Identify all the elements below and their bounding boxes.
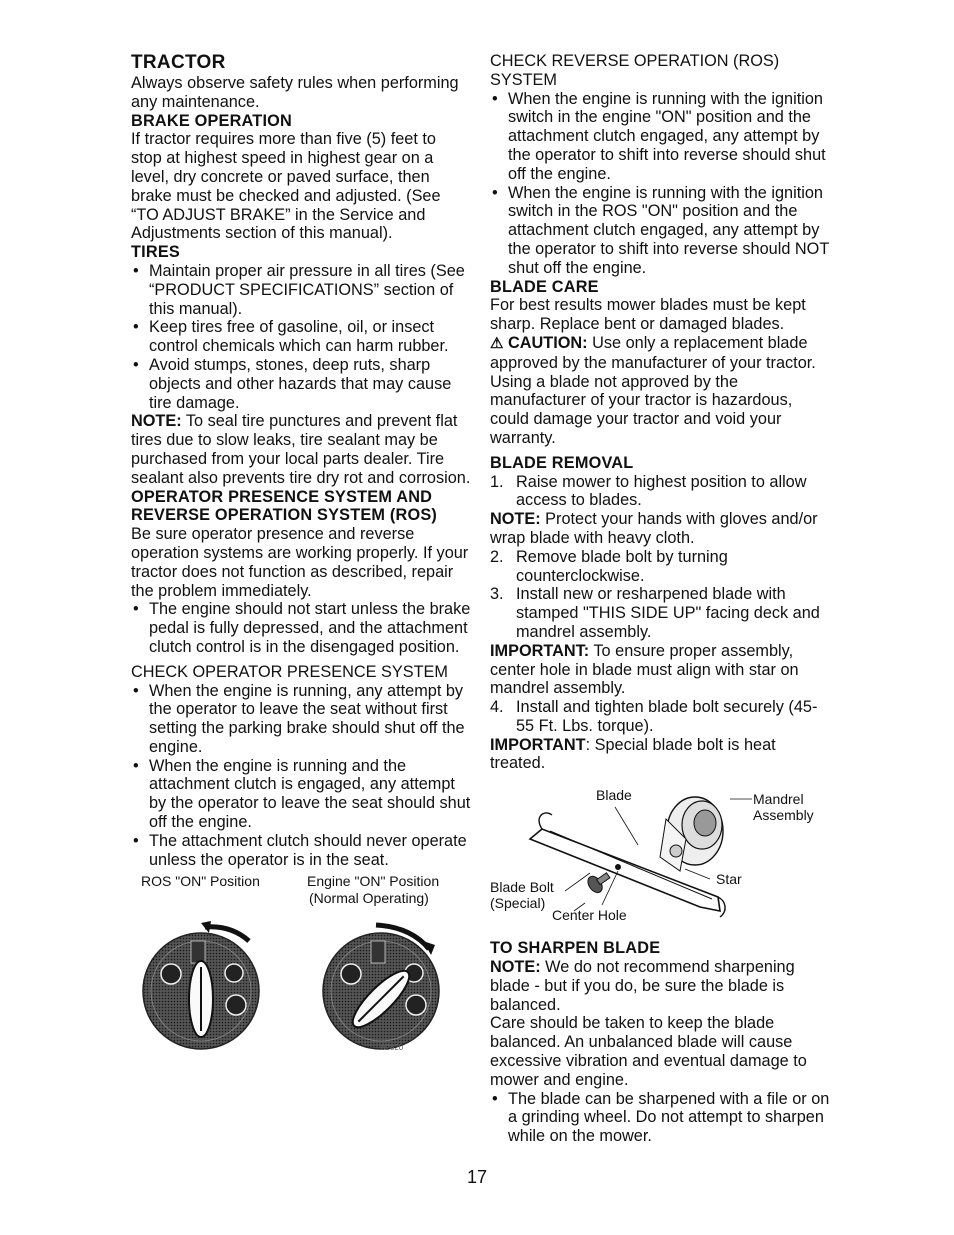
note-text: To seal tire punctures and prevent flat tires due to slow leaks, tire sealant may be purchased from your local parts dealer. Tire sealant also prevents tire dry rot and corrosion. — [131, 412, 471, 487]
important-text: To ensure proper assembly, center hole in blade must align with star on mandrel assembly. — [490, 641, 799, 698]
left-column — [131, 52, 471, 1051]
tires-heading: TIRES — [131, 243, 180, 262]
tractor-heading: TRACTOR — [131, 52, 226, 73]
note-label: NOTE: — [131, 412, 182, 431]
blade-care-heading: BLADE CARE — [490, 277, 599, 296]
removal-steps-b — [490, 548, 835, 642]
label-center-hole: Center Hole — [552, 907, 627, 924]
list-item: 2. Remove blade bolt by turning counterclockwise. — [490, 547, 728, 585]
list-item: • When the engine is running with the ignition switch in the ROS "ON" position and the attachment clutch engaged, any attempt by the operator to shift into reverse should NOT shut off the engine. — [490, 184, 835, 278]
tractor-text: Always observe safety rules when performing any maintenance. — [131, 74, 459, 111]
tires-note — [131, 412, 471, 487]
check-ros-list — [490, 90, 835, 278]
caution-label: CAUTION: — [507, 333, 588, 352]
sharpen-heading: TO SHARPEN BLADE — [490, 939, 661, 958]
dial-captions — [131, 873, 471, 907]
list-item: • When the engine is running, any attempt by the operator to leave the seat without first setting the parking brake should shut off the engine. — [131, 682, 471, 757]
list-item: 3. Install new or resharpened blade with stamped "THIS SIDE UP" facing deck and mandrel assembly. — [490, 585, 820, 641]
sharpen-list — [490, 1090, 835, 1146]
label-mandrel-line1: Mandrel — [753, 791, 804, 808]
label-blade-bolt — [490, 879, 554, 911]
blade-assembly-figure — [490, 779, 835, 929]
note-text: We do not recommend sharpening blade - but if you do, be sure the blade is balanced. — [490, 958, 795, 1014]
check-ops-list — [131, 682, 471, 870]
list-item: • The attachment clutch should never operate unless the operator is in the seat. — [131, 832, 471, 870]
list-item: • When the engine is running and the attachment clutch is engaged, any attempt by the operator to leave the seat should shut off the engine. — [131, 757, 471, 832]
page-number: 17 — [466, 1167, 488, 1187]
engine-caption — [307, 873, 467, 907]
note-label: NOTE: — [490, 510, 541, 529]
ops-list — [131, 600, 471, 656]
brake-heading: BRAKE OPERATION — [131, 111, 292, 130]
check-ops-heading: CHECK OPERATOR PRESENCE SYSTEM — [131, 662, 448, 681]
step-text: Install new or resharpened blade with stamped "THIS SIDE UP" facing deck and mandrel assembly. — [516, 585, 820, 641]
label-bolt-line2: (Special) — [490, 895, 546, 912]
important-label: IMPORTANT — [490, 735, 586, 754]
blade-removal-heading: BLADE REMOVAL — [490, 453, 634, 472]
list-item: 4. Install and tighten blade bolt securely (45-55 Ft. Lbs. torque). — [490, 698, 818, 735]
label-bolt-line1: Blade Bolt — [490, 879, 554, 896]
caution-paragraph — [490, 334, 835, 448]
ros-dial — [143, 921, 259, 1049]
list-item: • Avoid stumps, stones, deep ruts, sharp objects and other hazards that may cause tire damage. — [131, 356, 471, 412]
ops-text: Be sure operator presence and reverse operation systems are working properly. If your tractor does not function as described, repair the problem immediately. — [131, 525, 469, 600]
brake-text: If tractor requires more than five (5) feet to stop at highest speed in highest gear on a level, dry concrete or paved surface, then brake must be checked and adjusted. (See “TO ADJUST BRAKE” in the Service and Adjustments section of this manual). — [131, 130, 441, 243]
list-item: • Maintain proper air pressure in all tires (See “PRODUCT SPECIFICATIONS” section of this manual). — [131, 262, 471, 318]
important-note-2 — [490, 736, 835, 774]
engine-caption-line2: (Normal Operating) — [309, 890, 429, 907]
note-label: NOTE: — [490, 958, 541, 977]
removal-steps-a — [490, 473, 835, 511]
list-item: 1. Raise mower to highest position to allow access to blades. — [490, 472, 807, 510]
warning-icon: ⚠ — [490, 334, 504, 352]
ops-heading: OPERATOR PRESENCE SYSTEM AND REVERSE OPERATION SYSTEM (ROS) — [131, 487, 438, 525]
blade-care-text: For best results mower blades must be kept sharp. Replace bent or damaged blades. — [490, 296, 806, 334]
important-label: IMPORTANT: — [490, 641, 590, 660]
sharpen-note — [490, 958, 835, 1014]
label-star: Star — [716, 871, 742, 888]
step-text: Remove blade bolt by turning counterclockwise. — [516, 547, 728, 585]
removal-note — [490, 510, 835, 548]
engine-caption-line1: Engine "ON" Position — [307, 873, 440, 890]
label-mandrel-line2: Assembly — [753, 807, 814, 824]
check-ros-heading: CHECK REVERSE OPERATION (ROS) SYSTEM — [490, 52, 780, 89]
note-text: Protect your hands with gloves and/or wrap blade with heavy cloth. — [490, 510, 818, 547]
ignition-dials-figure — [131, 919, 471, 1051]
list-item: • The engine should not start unless the brake pedal is fully depressed, and the attachment clutch control is in the disengaged position. — [131, 600, 471, 656]
label-blade: Blade — [596, 787, 632, 804]
ignition-dials-svg — [131, 919, 471, 1051]
sharpen-text: Care should be taken to keep the blade balanced. An unbalanced blade will cause excessive vibration and eventual damage to mower and engine. — [490, 1014, 807, 1089]
important-note-1 — [490, 642, 835, 698]
label-mandrel-assembly — [753, 791, 814, 823]
caution-text: Use only a replacement blade approved by the manufacturer of your tractor. Using a blade not approved by the manufacturer of your tractor is hazardous, could damage your tractor and void your warranty. — [490, 333, 816, 447]
list-item: • The blade can be sharpened with a file or on a grinding wheel. Do not attempt to sharpen while on the mower. — [490, 1090, 835, 1146]
tires-list — [131, 262, 471, 412]
removal-steps-c — [490, 698, 835, 736]
list-item: • When the engine is running with the ignition switch in the engine "ON" position and the attachment clutch engaged, any attempt by the operator to shift into reverse should shut off the engine. — [490, 90, 835, 184]
figure-code: 02820 — [381, 1043, 404, 1052]
step-text: Raise mower to highest position to allow access to blades. — [516, 472, 807, 510]
right-column — [490, 52, 835, 1146]
engine-dial — [323, 925, 439, 1052]
list-item: • Keep tires free of gasoline, oil, or insect control chemicals which can harm rubber. — [131, 318, 471, 356]
step-text: Install and tighten blade bolt securely (45-55 Ft. Lbs. torque). — [516, 698, 818, 735]
ros-caption: ROS "ON" Position — [141, 873, 260, 890]
important-text: : Special blade bolt is heat treated. — [490, 735, 776, 773]
